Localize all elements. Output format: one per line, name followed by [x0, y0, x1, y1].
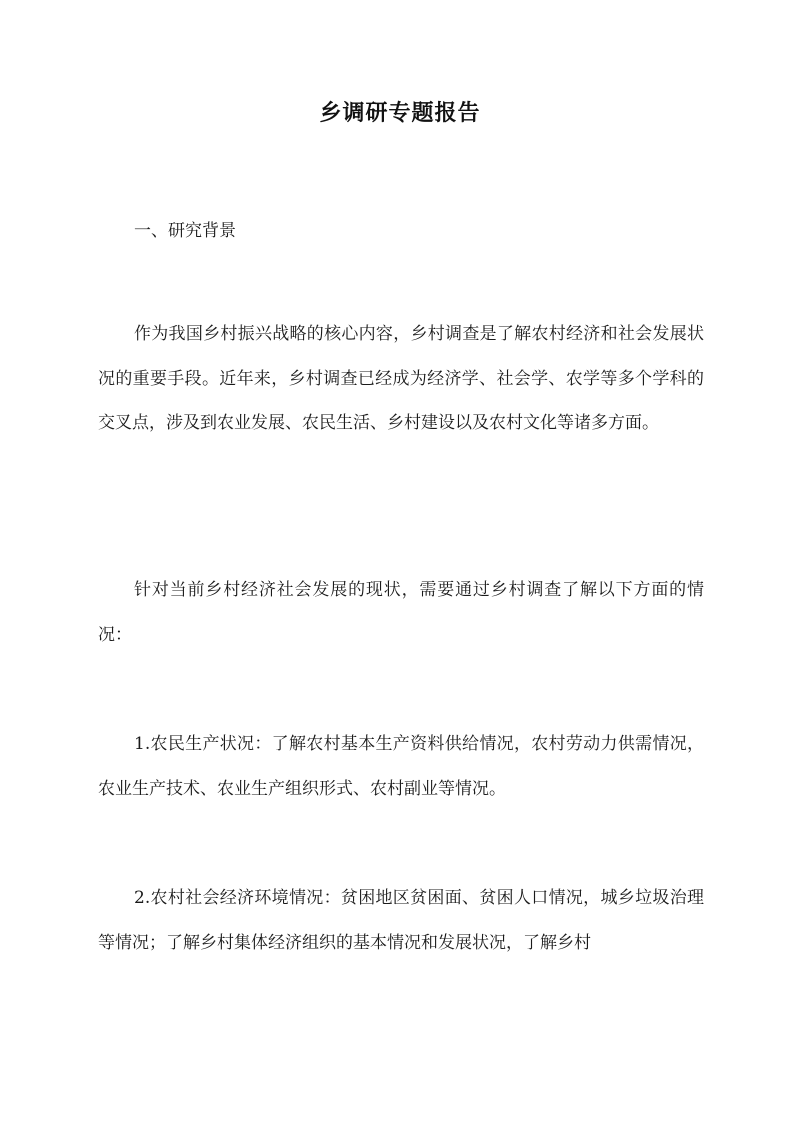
document-title: 乡调研专题报告: [319, 100, 481, 126]
paragraph-item-1: 1.农民生产状况：了解农村基本生产资料供给情况，农村劳动力供需情况，农业生产技术、农业生产组织形式、农村副业等情况。: [98, 734, 704, 799]
section-heading: 一、研究背景: [134, 221, 236, 241]
paragraph-background: 作为我国乡村振兴战略的核心内容，乡村调查是了解农村经济和社会发展状况的重要手段。近年来，乡村调查已经成为经济学、社会学、农学等多个学科的交叉点，涉及到农业发展、农民生活、乡村建设以及农村文化等诸多方面。: [98, 324, 704, 433]
paragraph-item-2: 2.农村社会经济环境情况：贫困地区贫困面、贫困人口情况，城乡垃圾治理等情况；了解乡村集体经济组织的基本情况和发展状况，了解乡村: [98, 888, 704, 953]
paragraph-survey-needs: 针对当前乡村经济社会发展的现状，需要通过乡村调查了解以下方面的情况：: [98, 580, 704, 645]
